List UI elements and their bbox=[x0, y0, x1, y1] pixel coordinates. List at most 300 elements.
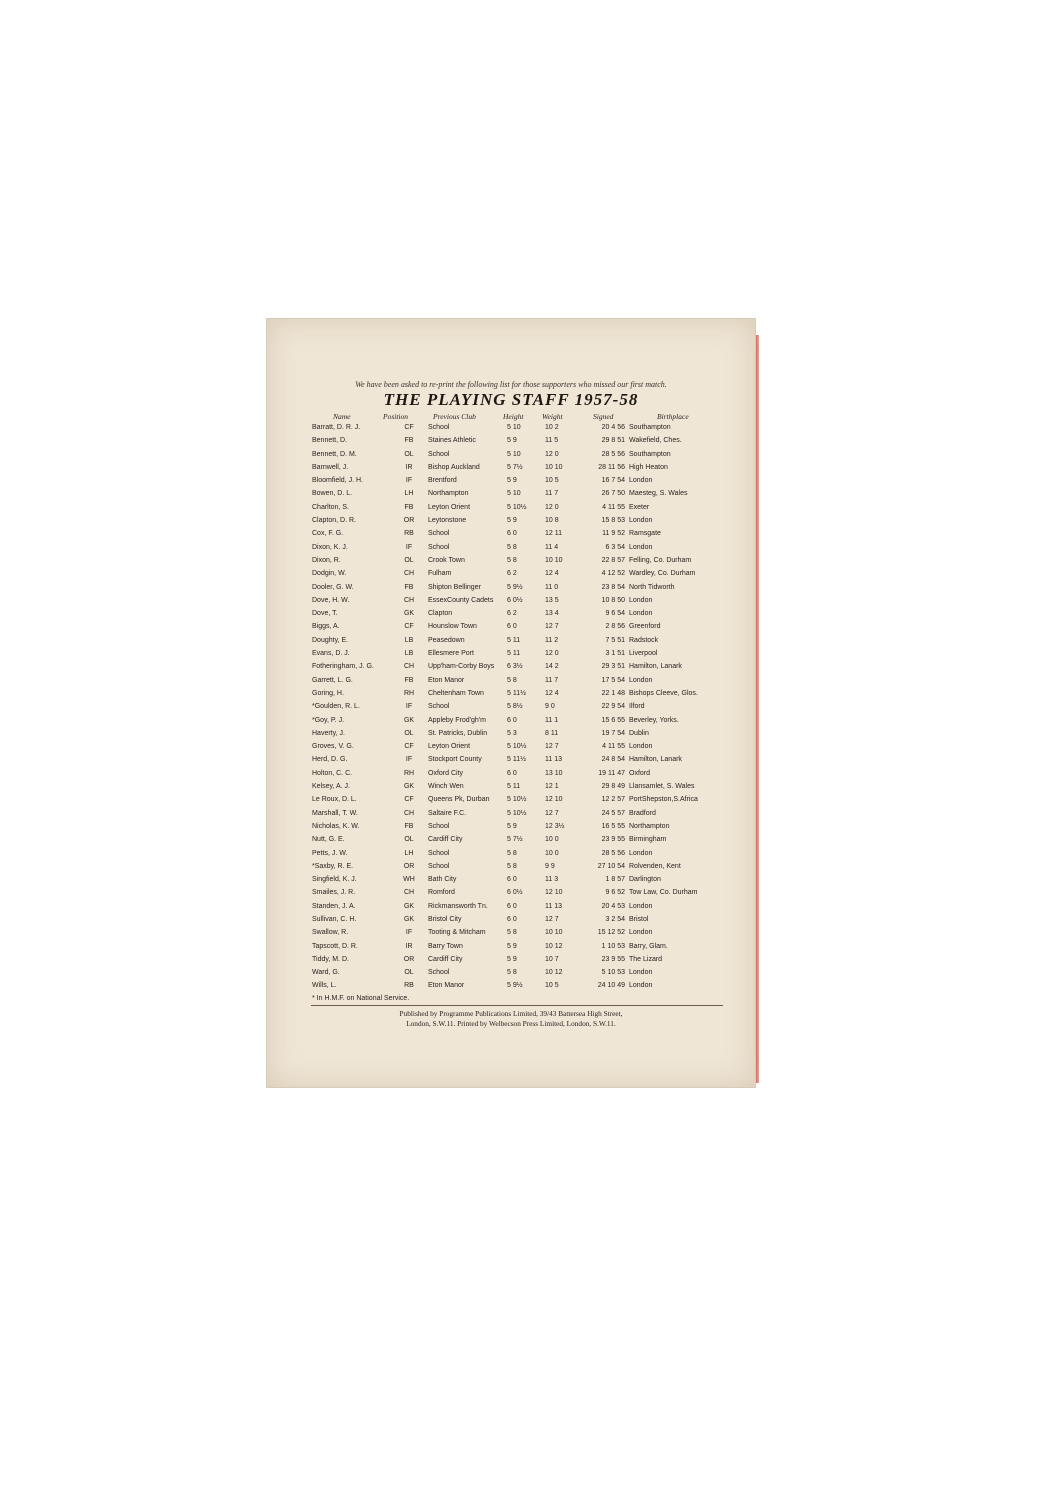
player-birthplace: Wakefield, Ches. bbox=[629, 437, 682, 445]
player-weight: 10 7 bbox=[545, 955, 559, 963]
player-weight: 8 11 bbox=[545, 729, 559, 737]
player-position: GK bbox=[403, 915, 415, 923]
player-name: *Goulden, R. L. bbox=[312, 703, 360, 711]
player-name: Doughty, E. bbox=[312, 636, 349, 644]
table-row bbox=[267, 730, 755, 743]
table-row bbox=[267, 876, 755, 889]
player-height: 5 9½ bbox=[507, 982, 523, 990]
player-position: RB bbox=[404, 530, 414, 538]
player-position: IF bbox=[405, 756, 413, 764]
player-position: GK bbox=[403, 783, 415, 791]
player-signed: 27 10 54 bbox=[597, 862, 625, 870]
player-height: 5 11 bbox=[507, 650, 521, 658]
table-row bbox=[267, 703, 755, 716]
table-row bbox=[267, 517, 755, 530]
player-position: LH bbox=[404, 849, 414, 857]
player-height: 5 11 bbox=[507, 783, 521, 791]
player-height: 5 9 bbox=[507, 517, 517, 525]
player-signed: 22 8 57 bbox=[601, 556, 625, 564]
player-club: Bristol City bbox=[428, 915, 462, 923]
table-row bbox=[267, 756, 755, 769]
player-birthplace: Barry, Glam. bbox=[629, 942, 668, 950]
player-signed: 3 1 51 bbox=[605, 650, 625, 658]
player-name: Herd, D. G. bbox=[312, 756, 348, 764]
player-height: 6 0½ bbox=[507, 889, 523, 897]
table-row bbox=[267, 943, 755, 956]
table-row bbox=[267, 690, 755, 703]
player-height: 5 9½ bbox=[507, 583, 523, 591]
player-position: FB bbox=[404, 437, 414, 445]
player-signed: 11 9 52 bbox=[602, 530, 625, 538]
player-weight: 9 0 bbox=[545, 703, 555, 711]
player-club: Cardiff City bbox=[428, 955, 463, 963]
table-row bbox=[267, 570, 755, 583]
player-birthplace: London bbox=[629, 982, 653, 990]
player-club: Oxford City bbox=[428, 769, 464, 777]
player-birthplace: Liverpool bbox=[629, 650, 658, 658]
player-position: LH bbox=[404, 490, 414, 498]
player-height: 5 11½ bbox=[507, 756, 526, 764]
player-signed: 4 12 52 bbox=[601, 570, 625, 578]
player-height: 5 11 bbox=[507, 636, 521, 644]
player-name: Holton, C. C. bbox=[312, 769, 353, 777]
player-birthplace: Bishops Cleeve, Glos. bbox=[629, 689, 698, 697]
table-row bbox=[267, 544, 755, 557]
player-birthplace: Darlington bbox=[629, 876, 661, 884]
player-club: Cardiff City bbox=[428, 836, 463, 844]
header-birthplace: Birthplace bbox=[657, 412, 689, 421]
player-position: OL bbox=[404, 556, 414, 564]
table-row bbox=[267, 650, 755, 663]
player-signed: 16 7 54 bbox=[601, 477, 625, 485]
player-name: Dodgin, W. bbox=[312, 570, 347, 578]
player-position: CH bbox=[403, 570, 415, 578]
player-position: CF bbox=[404, 743, 414, 751]
table-row bbox=[267, 637, 755, 650]
player-height: 5 7½ bbox=[507, 463, 523, 471]
player-club: Brentford bbox=[428, 477, 457, 485]
player-weight: 12 10 bbox=[545, 889, 563, 897]
table-row bbox=[267, 677, 755, 690]
player-club: Queens Pk, Durban bbox=[428, 796, 490, 804]
player-weight: 11 13 bbox=[545, 902, 562, 910]
player-position: OR bbox=[403, 955, 415, 963]
player-name: Singfield, K. J. bbox=[312, 876, 357, 884]
player-club: School bbox=[428, 530, 450, 538]
player-birthplace: The Lizard bbox=[629, 955, 663, 963]
player-name: *Goy, P. J. bbox=[312, 716, 345, 724]
player-height: 5 8 bbox=[507, 676, 517, 684]
header-weight: Weight bbox=[542, 412, 563, 421]
player-position: OR bbox=[403, 517, 415, 525]
player-signed: 7 5 51 bbox=[605, 636, 625, 644]
footnote: * In H.M.F. on National Service. bbox=[312, 995, 410, 1002]
player-club: Eton Manor bbox=[428, 982, 465, 990]
player-birthplace: Ramsgate bbox=[629, 530, 661, 538]
player-position: LB bbox=[404, 650, 414, 658]
player-weight: 12 11 bbox=[545, 530, 562, 538]
player-height: 5 8 bbox=[507, 969, 517, 977]
player-weight: 10 12 bbox=[545, 969, 563, 977]
player-name: Bennett, D. bbox=[312, 437, 348, 445]
player-club: School bbox=[428, 703, 450, 711]
player-birthplace: London bbox=[629, 596, 653, 604]
player-height: 5 9 bbox=[507, 477, 517, 485]
player-club: Leytonstone bbox=[428, 517, 467, 525]
player-club: School bbox=[428, 424, 450, 431]
player-birthplace: Tow Law, Co. Durham bbox=[629, 889, 698, 897]
player-club: St. Patricks, Dublin bbox=[428, 729, 488, 737]
player-club: Shipton Bellinger bbox=[428, 583, 481, 591]
player-signed: 24 8 54 bbox=[601, 756, 625, 764]
header-signed: Signed bbox=[593, 412, 614, 421]
player-signed: 12 2 57 bbox=[601, 796, 625, 804]
player-position: IR bbox=[405, 463, 413, 471]
player-height: 6 0 bbox=[507, 530, 517, 538]
player-club: Eton Manor bbox=[428, 676, 465, 684]
player-position: IR bbox=[405, 942, 413, 950]
player-name: Biggs, A. bbox=[312, 623, 340, 631]
player-name: Bloomfield, J. H. bbox=[312, 477, 363, 485]
player-name: Clapton, D. R. bbox=[312, 517, 356, 525]
player-height: 6 0 bbox=[507, 623, 517, 631]
player-name: Fotheringham, J. G. bbox=[312, 663, 374, 671]
player-club: School bbox=[428, 969, 450, 977]
table-row bbox=[267, 889, 755, 902]
player-weight: 12 0 bbox=[545, 650, 559, 658]
divider bbox=[311, 1005, 723, 1006]
player-signed: 23 9 55 bbox=[601, 955, 625, 963]
player-height: 6 0 bbox=[507, 716, 517, 724]
player-signed: 4 11 55 bbox=[602, 503, 625, 511]
player-birthplace: Oxford bbox=[629, 769, 651, 777]
player-height: 5 8 bbox=[507, 543, 517, 551]
player-name: Charlton, S. bbox=[312, 503, 349, 511]
player-club: Staines Athletic bbox=[428, 437, 476, 445]
player-position: LB bbox=[404, 636, 414, 644]
player-height: 5 9 bbox=[507, 437, 517, 445]
player-weight: 12 0 bbox=[545, 503, 559, 511]
player-signed: 29 8 49 bbox=[601, 783, 625, 791]
player-name: Goring, H. bbox=[312, 689, 344, 697]
player-signed: 5 10 53 bbox=[601, 969, 625, 977]
player-birthplace: Felling, Co. Durham bbox=[629, 556, 692, 564]
player-birthplace: Rolvenden, Kent bbox=[629, 862, 681, 870]
player-position: OR bbox=[403, 862, 415, 870]
player-name: Smailes, J. R. bbox=[312, 889, 356, 897]
player-position: IF bbox=[405, 929, 413, 937]
player-birthplace: Southampton bbox=[629, 424, 671, 431]
player-club: Peasedown bbox=[428, 636, 465, 644]
player-birthplace: London bbox=[629, 743, 653, 751]
player-position: CH bbox=[403, 809, 415, 817]
player-birthplace: Hamilton, Lanark bbox=[629, 663, 682, 671]
player-club: Winch Wen bbox=[428, 783, 464, 791]
player-club: Bath City bbox=[428, 876, 457, 884]
player-weight: 10 0 bbox=[545, 849, 559, 857]
table-row bbox=[267, 490, 755, 503]
player-birthplace: North Tidworth bbox=[629, 583, 675, 591]
staff-table bbox=[267, 424, 755, 996]
player-birthplace: Maesteg, S. Wales bbox=[629, 490, 688, 498]
table-row bbox=[267, 437, 755, 450]
player-weight: 11 7 bbox=[545, 676, 559, 684]
player-birthplace: London bbox=[629, 902, 653, 910]
table-row bbox=[267, 929, 755, 942]
player-birthplace: Bradford bbox=[629, 809, 656, 817]
table-row bbox=[267, 557, 755, 570]
player-height: 5 7½ bbox=[507, 836, 523, 844]
player-position: FB bbox=[404, 503, 414, 511]
player-club: EssexCounty Cadets bbox=[428, 596, 494, 604]
player-height: 6 0 bbox=[507, 769, 517, 777]
player-birthplace: London bbox=[629, 477, 653, 485]
player-signed: 23 9 55 bbox=[601, 836, 625, 844]
player-signed: 19 11 47 bbox=[598, 769, 625, 777]
player-position: OL bbox=[404, 729, 414, 737]
player-club: Clapton bbox=[428, 610, 453, 618]
player-weight: 12 4 bbox=[545, 689, 559, 697]
player-weight: 12 1 bbox=[545, 783, 559, 791]
player-birthplace: Northampton bbox=[629, 822, 670, 830]
player-height: 5 9 bbox=[507, 822, 517, 830]
player-weight: 12 7 bbox=[545, 743, 559, 751]
player-signed: 20 4 53 bbox=[601, 902, 625, 910]
player-weight: 12 10 bbox=[545, 796, 563, 804]
player-club: Bishop Auckland bbox=[428, 463, 480, 471]
player-birthplace: London bbox=[629, 517, 653, 525]
player-signed: 1 8 57 bbox=[605, 876, 625, 884]
player-name: Petts, J. W. bbox=[312, 849, 348, 857]
player-signed: 28 5 56 bbox=[601, 849, 625, 857]
player-signed: 24 5 57 bbox=[601, 809, 625, 817]
player-signed: 29 8 51 bbox=[601, 437, 625, 445]
player-position: RH bbox=[403, 769, 415, 777]
player-signed: 15 12 52 bbox=[597, 929, 625, 937]
table-row bbox=[267, 956, 755, 969]
player-club: Fulham bbox=[428, 570, 452, 578]
player-position: FB bbox=[404, 676, 414, 684]
player-name: Nutt, G. E. bbox=[312, 836, 345, 844]
table-row bbox=[267, 810, 755, 823]
player-weight: 13 10 bbox=[545, 769, 563, 777]
table-row bbox=[267, 783, 755, 796]
player-signed: 22 1 48 bbox=[601, 689, 625, 697]
player-signed: 28 5 56 bbox=[601, 450, 625, 458]
player-club: School bbox=[428, 862, 450, 870]
player-height: 5 10½ bbox=[507, 796, 527, 804]
player-position: CH bbox=[403, 596, 415, 604]
player-name: Dove, H. W. bbox=[312, 596, 350, 604]
player-weight: 10 0 bbox=[545, 836, 559, 844]
player-weight: 12 7 bbox=[545, 809, 559, 817]
player-weight: 12 3½ bbox=[545, 822, 565, 830]
player-club: Romford bbox=[428, 889, 455, 897]
publisher-info bbox=[267, 1009, 755, 1029]
player-signed: 29 3 51 bbox=[601, 663, 625, 671]
player-height: 6 3½ bbox=[507, 663, 523, 671]
player-signed: 4 11 55 bbox=[602, 743, 625, 751]
player-height: 6 0½ bbox=[507, 596, 523, 604]
player-name: Cox, F. G. bbox=[312, 530, 344, 538]
player-name: Haverty, J. bbox=[312, 729, 345, 737]
player-name: Tapscott, D. R. bbox=[312, 942, 358, 950]
player-weight: 11 0 bbox=[545, 583, 559, 591]
page-title: THE PLAYING STAFF 1957-58 bbox=[383, 390, 639, 409]
table-row bbox=[267, 623, 755, 636]
player-club: Cheltenham Town bbox=[428, 689, 484, 697]
player-position: CF bbox=[404, 424, 414, 431]
player-signed: 16 5 55 bbox=[601, 822, 625, 830]
player-name: Kelsey, A. J. bbox=[312, 783, 350, 791]
player-name: Dooler, G. W. bbox=[312, 583, 354, 591]
player-birthplace: London bbox=[629, 676, 653, 684]
table-row bbox=[267, 863, 755, 876]
table-row bbox=[267, 477, 755, 490]
publisher-line-1: Published by Programme Publications Limited, 39/43 Battersea High Street, bbox=[399, 1009, 623, 1018]
player-signed: 9 6 52 bbox=[605, 889, 625, 897]
player-weight: 10 8 bbox=[545, 517, 559, 525]
player-signed: 22 9 54 bbox=[601, 703, 625, 711]
player-name: Swallow, R. bbox=[312, 929, 349, 937]
table-row bbox=[267, 663, 755, 676]
player-position: GK bbox=[403, 902, 415, 910]
player-name: Dixon, R. bbox=[312, 556, 341, 564]
player-position: GK bbox=[403, 610, 415, 618]
player-club: Leyton Orient bbox=[428, 743, 471, 751]
table-row bbox=[267, 530, 755, 543]
player-birthplace: Ilford bbox=[629, 703, 645, 711]
player-height: 5 10½ bbox=[507, 809, 527, 817]
player-height: 5 10 bbox=[507, 490, 521, 498]
player-weight: 11 2 bbox=[545, 636, 559, 644]
player-signed: 9 6 54 bbox=[605, 610, 625, 618]
player-weight: 13 5 bbox=[545, 596, 559, 604]
table-row bbox=[267, 424, 755, 437]
player-height: 5 10 bbox=[507, 450, 521, 458]
table-row bbox=[267, 969, 755, 982]
player-birthplace: London bbox=[629, 610, 653, 618]
table-row bbox=[267, 504, 755, 517]
header-height: Height bbox=[503, 412, 524, 421]
header-position: Position bbox=[383, 412, 409, 421]
player-birthplace: High Heaton bbox=[629, 463, 668, 471]
player-position: OL bbox=[404, 450, 414, 458]
table-row bbox=[267, 451, 755, 464]
player-name: Dixon, K. J. bbox=[312, 543, 348, 551]
player-position: FB bbox=[404, 822, 414, 830]
player-name: *Saxby, R. E. bbox=[312, 862, 354, 870]
player-signed: 10 8 50 bbox=[601, 596, 625, 604]
player-name: Dove, T. bbox=[312, 610, 338, 618]
player-height: 5 3 bbox=[507, 729, 517, 737]
player-position: IF bbox=[405, 477, 413, 485]
player-name: Garrett, L. G. bbox=[312, 676, 353, 684]
player-weight: 12 4 bbox=[545, 570, 559, 578]
player-club: Hounslow Town bbox=[428, 623, 477, 631]
player-weight: 12 0 bbox=[545, 450, 559, 458]
player-height: 6 0 bbox=[507, 876, 517, 884]
player-club: School bbox=[428, 849, 450, 857]
player-club: Saltaire F.C. bbox=[428, 809, 467, 817]
player-position: CF bbox=[404, 796, 414, 804]
player-club: Rickmansworth Tn. bbox=[428, 902, 488, 910]
player-position: RH bbox=[403, 689, 415, 697]
player-weight: 14 2 bbox=[545, 663, 559, 671]
player-birthplace: Radstock bbox=[629, 636, 659, 644]
player-club: Tooting & Mitcham bbox=[428, 929, 486, 937]
player-weight: 12 7 bbox=[545, 623, 559, 631]
programme-page bbox=[266, 318, 756, 1088]
player-birthplace: London bbox=[629, 849, 653, 857]
player-birthplace: Southampton bbox=[629, 450, 671, 458]
player-height: 5 9 bbox=[507, 955, 517, 963]
player-signed: 24 10 49 bbox=[597, 982, 625, 990]
player-signed: 20 4 56 bbox=[601, 424, 625, 431]
table-row bbox=[267, 597, 755, 610]
player-weight: 10 12 bbox=[545, 942, 563, 950]
player-name: Standen, J. A. bbox=[312, 902, 356, 910]
player-club: Northampton bbox=[428, 490, 469, 498]
player-signed: 26 7 50 bbox=[601, 490, 625, 498]
player-name: Barratt, D. R. J. bbox=[312, 424, 361, 431]
player-club: Upp'ham-Corby Boys bbox=[428, 663, 495, 671]
player-name: Marshall, T. W. bbox=[312, 809, 358, 817]
player-club: School bbox=[428, 822, 450, 830]
player-club: Appleby Frod'gh'm bbox=[428, 716, 486, 724]
player-signed: 15 6 55 bbox=[601, 716, 625, 724]
publisher-line-2: London, S.W.11. Printed by Welbecson Press Limited, London, S.W.11. bbox=[406, 1019, 616, 1028]
player-name: Sullivan, C. H. bbox=[312, 915, 357, 923]
player-position: OL bbox=[404, 836, 414, 844]
player-name: Bowen, D. L. bbox=[312, 490, 353, 498]
player-birthplace: Llansamlet, S. Wales bbox=[629, 783, 695, 791]
player-signed: 1 10 53 bbox=[601, 942, 625, 950]
player-signed: 19 7 54 bbox=[601, 729, 625, 737]
player-club: Leyton Orient bbox=[428, 503, 471, 511]
player-weight: 11 5 bbox=[545, 437, 559, 445]
player-signed: 3 2 54 bbox=[605, 915, 625, 923]
player-height: 5 8 bbox=[507, 929, 517, 937]
table-row bbox=[267, 717, 755, 730]
player-height: 5 8 bbox=[507, 862, 517, 870]
player-position: IF bbox=[405, 543, 413, 551]
player-club: School bbox=[428, 543, 450, 551]
player-weight: 11 3 bbox=[545, 876, 559, 884]
player-club: Stockport County bbox=[428, 756, 482, 764]
player-weight: 13 4 bbox=[545, 610, 559, 618]
player-birthplace: Dublin bbox=[629, 729, 649, 737]
player-birthplace: Wardley, Co. Durham bbox=[629, 570, 696, 578]
player-signed: 6 3 54 bbox=[605, 543, 625, 551]
player-weight: 10 10 bbox=[545, 463, 563, 471]
player-position: CH bbox=[403, 663, 415, 671]
player-signed: 17 5 54 bbox=[601, 676, 625, 684]
player-name: Wills, L. bbox=[312, 982, 337, 990]
player-height: 6 2 bbox=[507, 570, 517, 578]
player-position: FB bbox=[404, 583, 414, 591]
table-row bbox=[267, 903, 755, 916]
player-height: 6 2 bbox=[507, 610, 517, 618]
table-row bbox=[267, 796, 755, 809]
player-weight: 10 10 bbox=[545, 929, 563, 937]
table-row bbox=[267, 916, 755, 929]
table-row bbox=[267, 850, 755, 863]
player-height: 5 9 bbox=[507, 942, 517, 950]
player-name: Bennett, D. M. bbox=[312, 450, 357, 458]
intro-text: We have been asked to re-print the following list for those supporters who missed our first match. bbox=[355, 380, 667, 389]
table-row bbox=[267, 743, 755, 756]
